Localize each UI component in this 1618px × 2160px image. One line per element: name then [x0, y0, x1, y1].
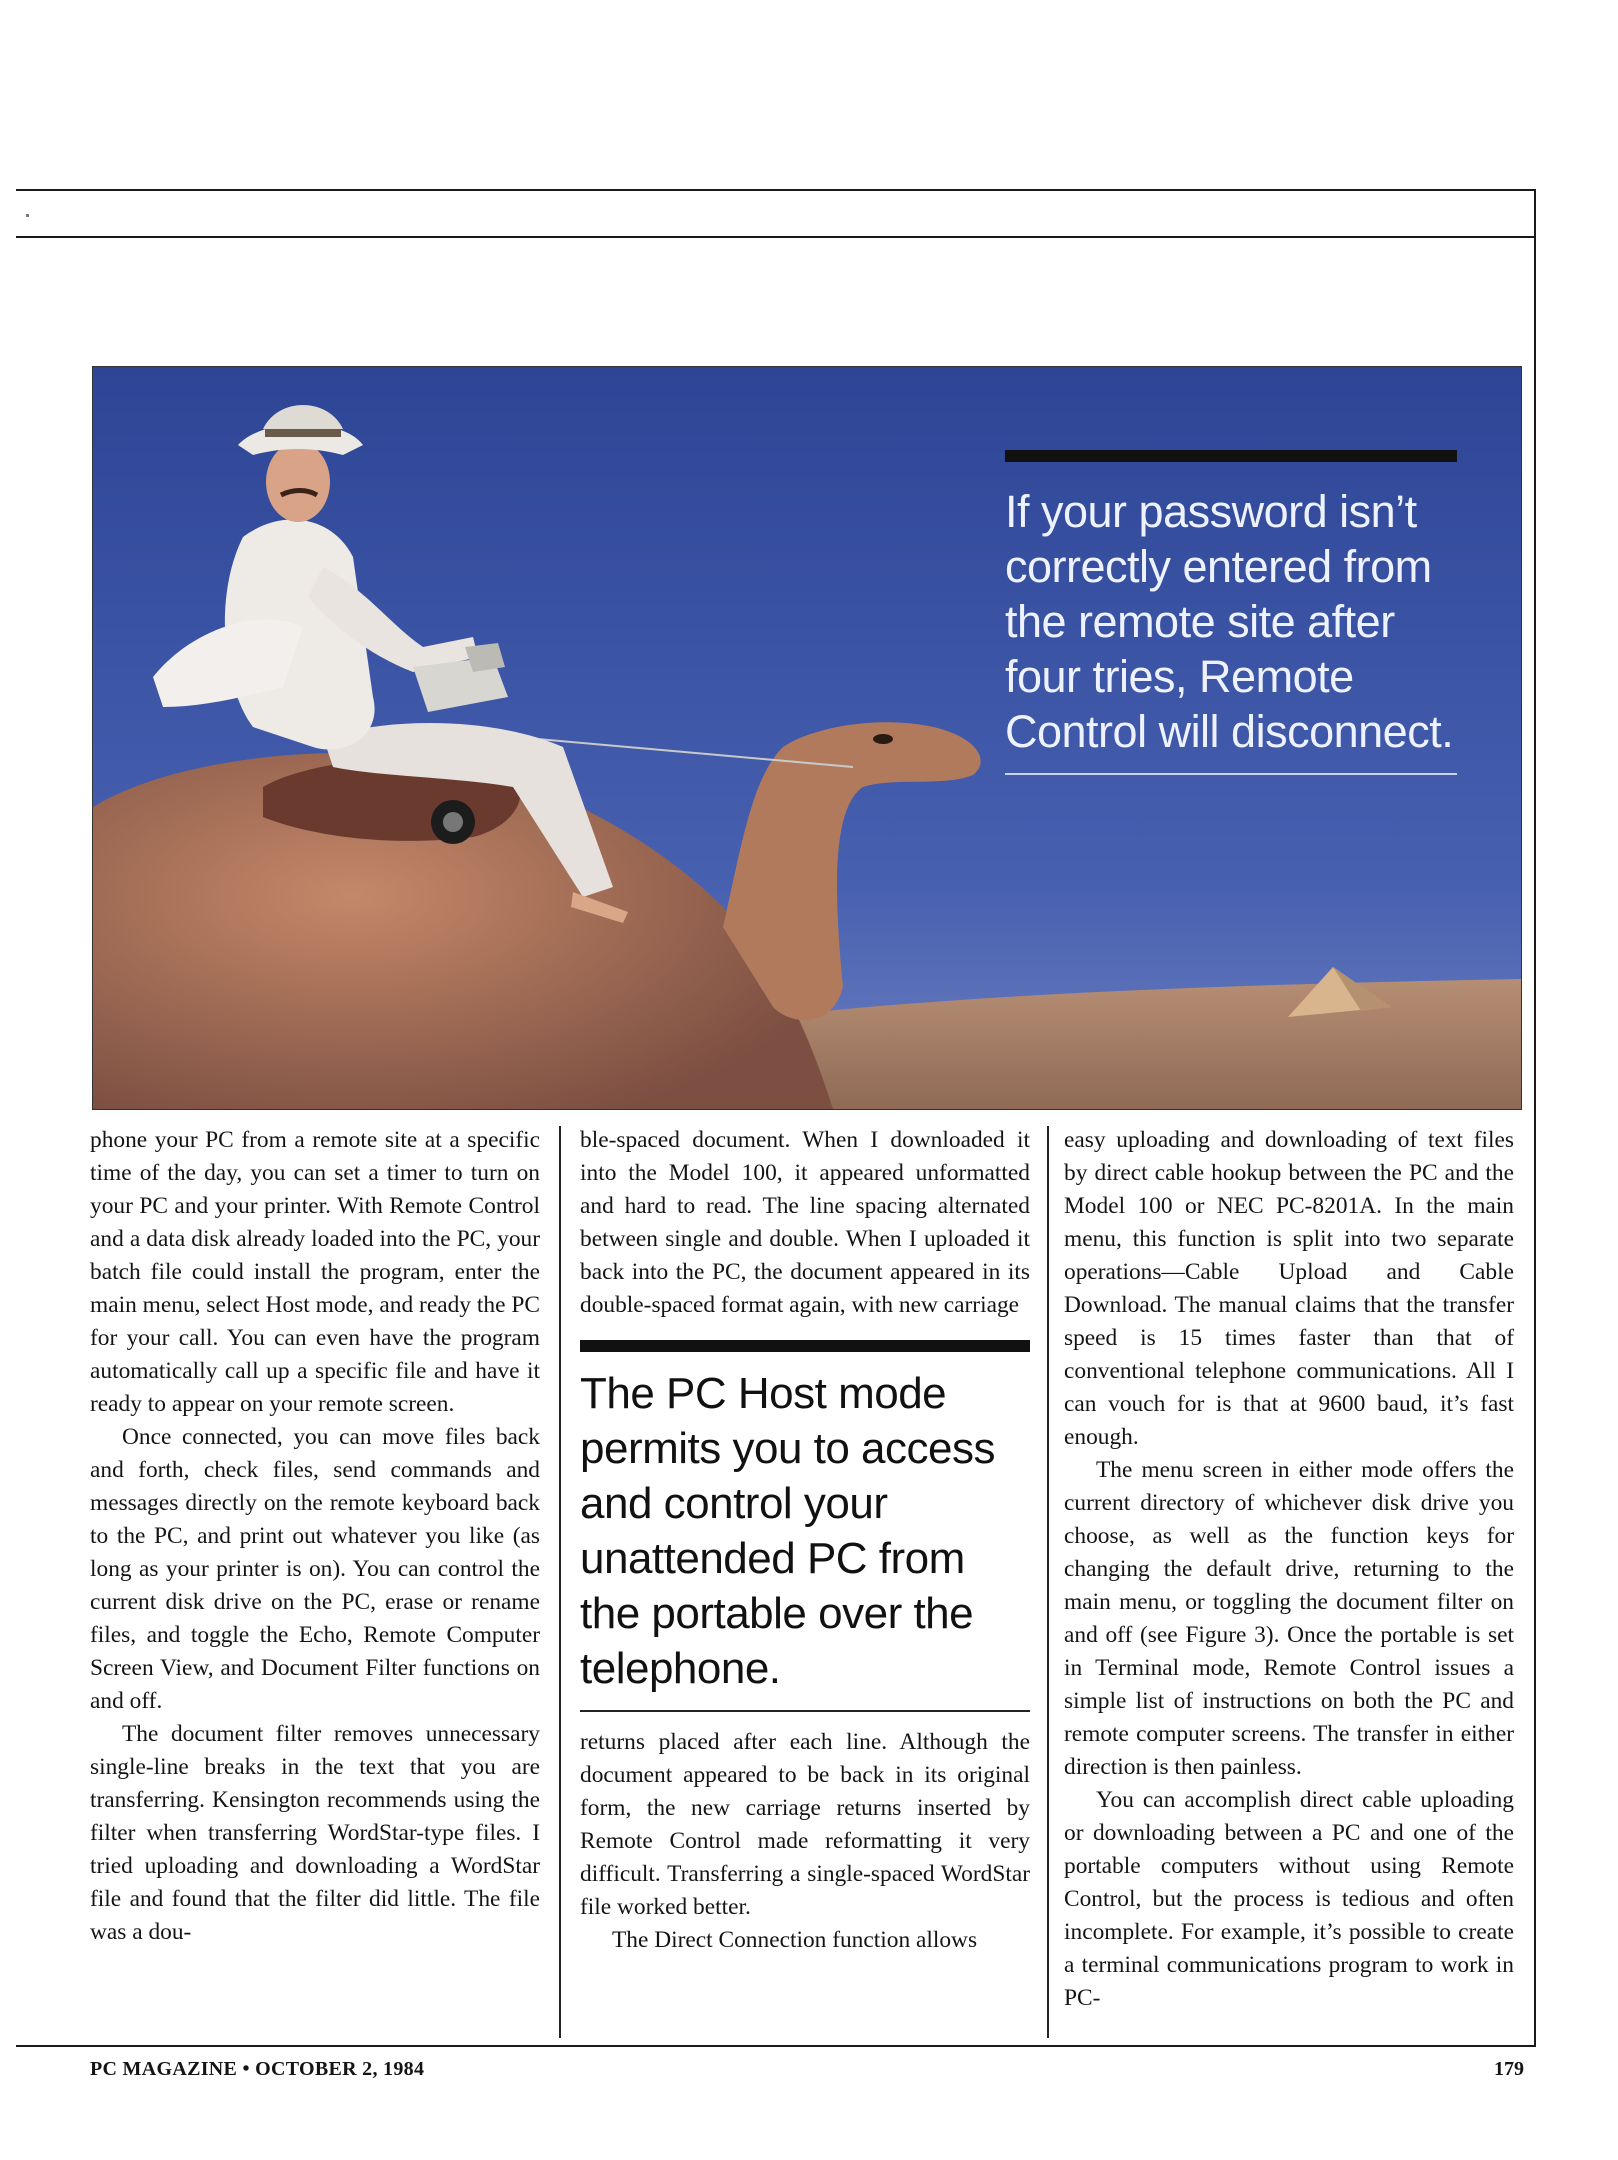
stray-mark — [26, 214, 29, 217]
column-separator-2 — [1047, 1126, 1049, 2038]
article-column-1 — [90, 1124, 540, 1949]
pull-quote-underline — [580, 1710, 1030, 1712]
article-column-3 — [1064, 1124, 1514, 2015]
page-number: 179 — [1494, 2058, 1524, 2080]
frame-rule-top — [16, 189, 1536, 191]
paragraph: You can accomplish direct cable uploading or downloading between a PC and one of the portable computers without using Remote Control, but the process is tedious and often incomplete. For example, it’s possible to create a terminal communications program to work in PC- — [1064, 1787, 1514, 2011]
column-pull-quote — [580, 1340, 1030, 1712]
paragraph: phone your PC from a remote site at a specific time of the day, you can set a timer to turn on your PC and your printer. With Remote Control and a data disk already loaded into the PC, your batch file could install the program, enter the main menu, select Host mode, and ready the PC for your call. You can even have the program automatically call up a specific file and have it ready to appear on your remote screen. — [90, 1127, 540, 1417]
article-column-2 — [580, 1124, 1030, 1957]
hat-band — [265, 429, 341, 437]
frame-rule-right — [1534, 189, 1536, 2047]
illustration-pull-quote — [1005, 450, 1457, 775]
paragraph: The menu screen in either mode offers the current directory of whichever disk drive you choose, as well as the function keys for changing the default drive, returning to the main menu, or toggling the document filter on and off (see Figure 3). Once the portable is set in Terminal mode, Remote Control issues a simple list of instructions on both the PC and remote computer screens. The transfer in either direction is then painless. — [1064, 1457, 1514, 1780]
pull-quote-underline — [1005, 773, 1457, 775]
illustration-pull-quote-text: If your password isn’t correctly entered from the remote site after four tries, Remote Control will disconnect. — [1005, 486, 1454, 757]
footer-publication: PC MAGAZINE • OCTOBER 2, 1984 — [90, 2058, 425, 2080]
man-face — [266, 442, 330, 522]
paragraph: returns placed after each line. Although the document appeared to be back in its original form, the new carriage returns inserted by Remote Control made reformatting it very difficult. Transferring a single-spaced WordStar file worked better. — [580, 1729, 1030, 1920]
paragraph: Once connected, you can move files back and forth, check files, send commands and messages directly on the remote keyboard back to the PC, and print out whatever you like (as long as your printer is on). You can control the current disk drive on the PC, erase or rename files, and toggle the Echo, Remote Computer Screen View, and Document Filter functions on and off. — [90, 1424, 540, 1714]
column-separator-1 — [559, 1126, 561, 2038]
column-pull-quote-text: The PC Host mode permits you to access and control your unattended PC from the portable over the telephone. — [580, 1369, 995, 1693]
paragraph: ble-spaced document. When I downloaded it into the Model 100, it appeared unformatted and hard to read. The line spacing alternated between single and double. When I uploaded it back into the PC, the document appeared in its double-spaced format again, with new carriage — [580, 1127, 1030, 1318]
paragraph: The Direct Connection function allows — [612, 1927, 978, 1953]
frame-rule-bottom — [16, 2045, 1536, 2047]
paragraph: The document filter removes unnecessary single-line breaks in the text that you are transferring. Kensington recommends using the filter when transferring WordStar-type files. I tried uploading and downloading a WordStar file and found that the filter did little. The file was a dou- — [90, 1721, 540, 1945]
paragraph: easy uploading and downloading of text files by direct cable hookup between the PC and the Model 100 or NEC PC-8201A. In the main menu, this function is split into two separate operations—Cable Upload and Cable Download. The manual claims that the transfer speed is 15 times faster than that of conventional telephone communications. All I can vouch for is that at 9600 baud, it’s fast enough. — [1064, 1127, 1514, 1450]
frame-rule-header — [16, 236, 1536, 238]
camel-eye — [873, 734, 893, 744]
